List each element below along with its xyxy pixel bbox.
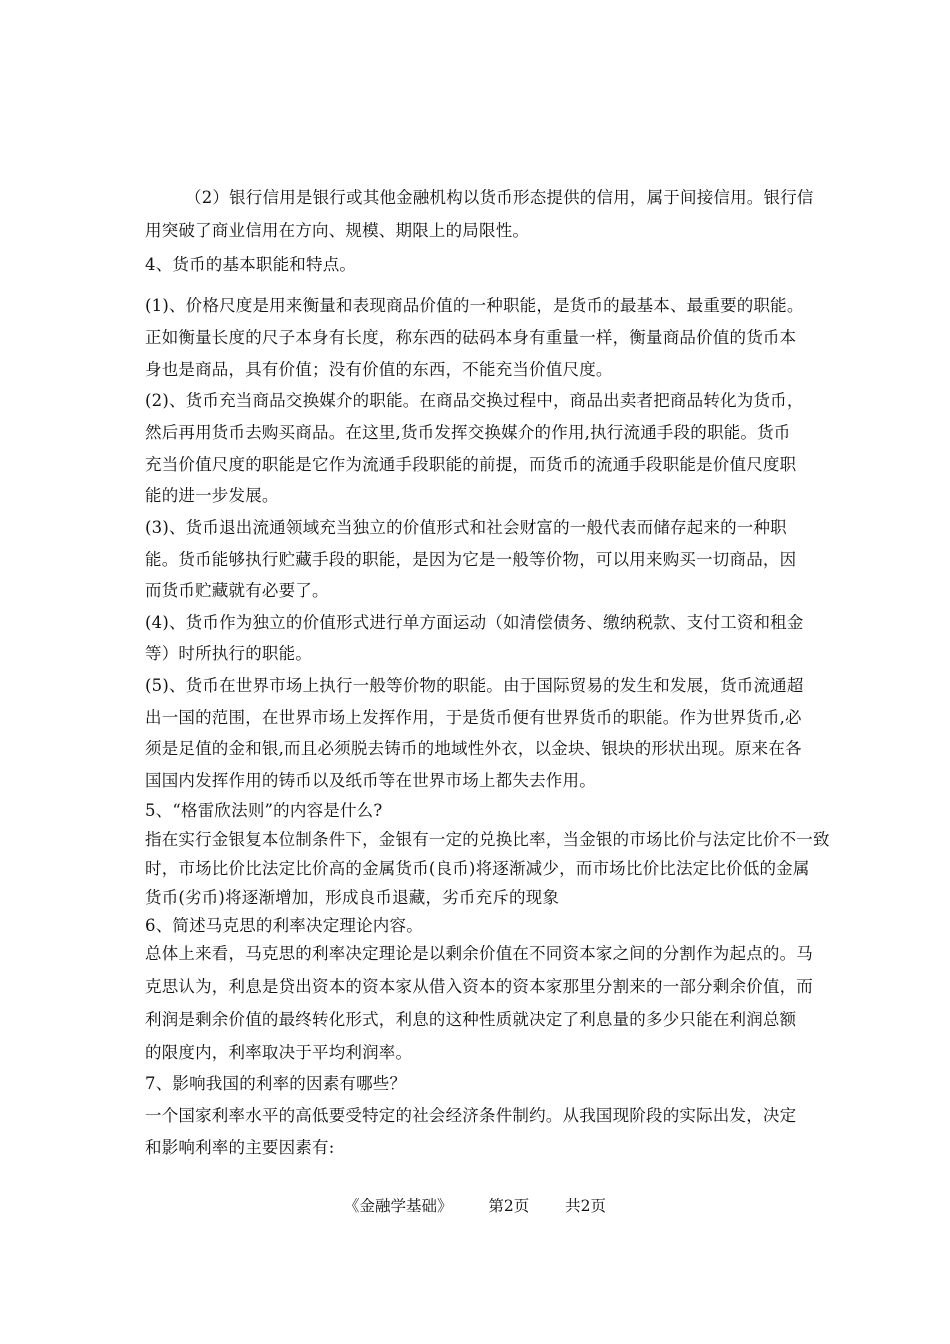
text-line: 正如衡量长度的尺子本身有长度，称东西的砝码本身有重量一样，衡量商品价值的货币本 — [145, 328, 797, 347]
text-line: 时，市场比价比法定比价高的金属货币(良币)将逐渐减少，而市场比价比法定比价低的金属 — [145, 859, 810, 878]
text-line: 一个国家利率水平的高低要受特定的社会经济条件制约。从我国现阶段的实际出发，决定 — [145, 1106, 797, 1125]
question-heading: 7、影响我国的利率的因素有哪些？ — [145, 1074, 407, 1093]
footer-total-pages: 共2页 — [565, 1197, 606, 1215]
text-line: 而货币贮藏就有必要了。 — [145, 581, 329, 600]
text-line: 然后再用货币去购买商品。在这里,货币发挥交换媒介的作用,执行流通手段的职能。货币 — [145, 423, 791, 442]
text-line: 克思认为，利息是贷出资本的资本家从借入资本的资本家那里分割来的一部分剩余价值，而 — [145, 977, 813, 996]
text-line: 充当价值尺度的职能是它作为流通手段职能的前提，而货币的流通手段职能是价值尺度职 — [145, 455, 797, 474]
text-line: 能。货币能够执行贮藏手段的职能，是因为它是一般等价物，可以用来购买一切商品，因 — [145, 550, 797, 569]
page-footer — [0, 1195, 950, 1217]
text-line: (2)、货币充当商品交换媒介的职能。在商品交换过程中，商品出卖者把商品转化为货币， — [145, 391, 804, 410]
question-heading: 6、简述马克思的利率决定理论内容。 — [145, 916, 423, 935]
text-line: 身也是商品，具有价值；没有价值的东西，不能充当价值尺度。 — [145, 360, 613, 379]
text-line: (3)、货币退出流通领域充当独立的价值形式和社会财富的一般代表而储存起来的一种职 — [145, 518, 787, 537]
text-line: (1)、价格尺度是用来衡量和表现商品价值的一种职能，是货币的最基本、最重要的职能。 — [145, 296, 804, 315]
question-heading: 4、货币的基本职能和特点。 — [145, 255, 357, 274]
text-line: 总体上来看，马克思的利率决定理论是以剩余价值在不同资本家之间的分割作为起点的。马 — [145, 944, 813, 963]
text-line: （2）银行信用是银行或其他金融机构以货币形态提供的信用，属于间接信用。银行信 — [185, 188, 814, 207]
text-line: 等）时所执行的职能。 — [145, 644, 312, 663]
footer-page-number: 第2页 — [488, 1197, 530, 1215]
text-line: 利润是剩余价值的最终转化形式，利息的这种性质就决定了利息量的多少只能在利润总额 — [145, 1010, 797, 1029]
text-line: 能的进一步发展。 — [145, 486, 279, 505]
text-line: 国国内发挥作用的铸币以及纸币等在世界市场上都失去作用。 — [145, 771, 596, 790]
text-line: 和影响利率的主要因素有: — [145, 1138, 335, 1157]
text-line: (5)、货币在世界市场上执行一般等价物的职能。由于国际贸易的发生和发展，货币流通超 — [145, 676, 804, 695]
text-line: (4)、货币作为独立的价值形式进行单方面运动（如清偿债务、缴纳税款、支付工资和租金 — [145, 613, 804, 632]
text-line: 须是足值的金和银,而且必须脱去铸币的地域性外衣，以金块、银块的形状出现。原来在各 — [145, 739, 802, 758]
question-heading: 5、“格雷欣法则”的内容是什么? — [145, 801, 383, 820]
text-line: 的限度内，利率取决于平均利润率。 — [145, 1043, 413, 1062]
text-line: 货币(劣币)将逐渐增加，形成良币退藏，劣币充斥的现象 — [145, 888, 560, 907]
text-line: 用突破了商业信用在方向、规模、期限上的局限性。 — [145, 221, 530, 240]
footer-book-title: 《金融学基础》 — [343, 1197, 453, 1215]
text-line: 出一国的范围，在世界市场上发挥作用，于是货币便有世界货币的职能。作为世界货币,必 — [145, 708, 802, 727]
text-line: 指在实行金银复本位制条件下，金银有一定的兑换比率，当金银的市场比价与法定比价不一致 — [145, 830, 830, 849]
